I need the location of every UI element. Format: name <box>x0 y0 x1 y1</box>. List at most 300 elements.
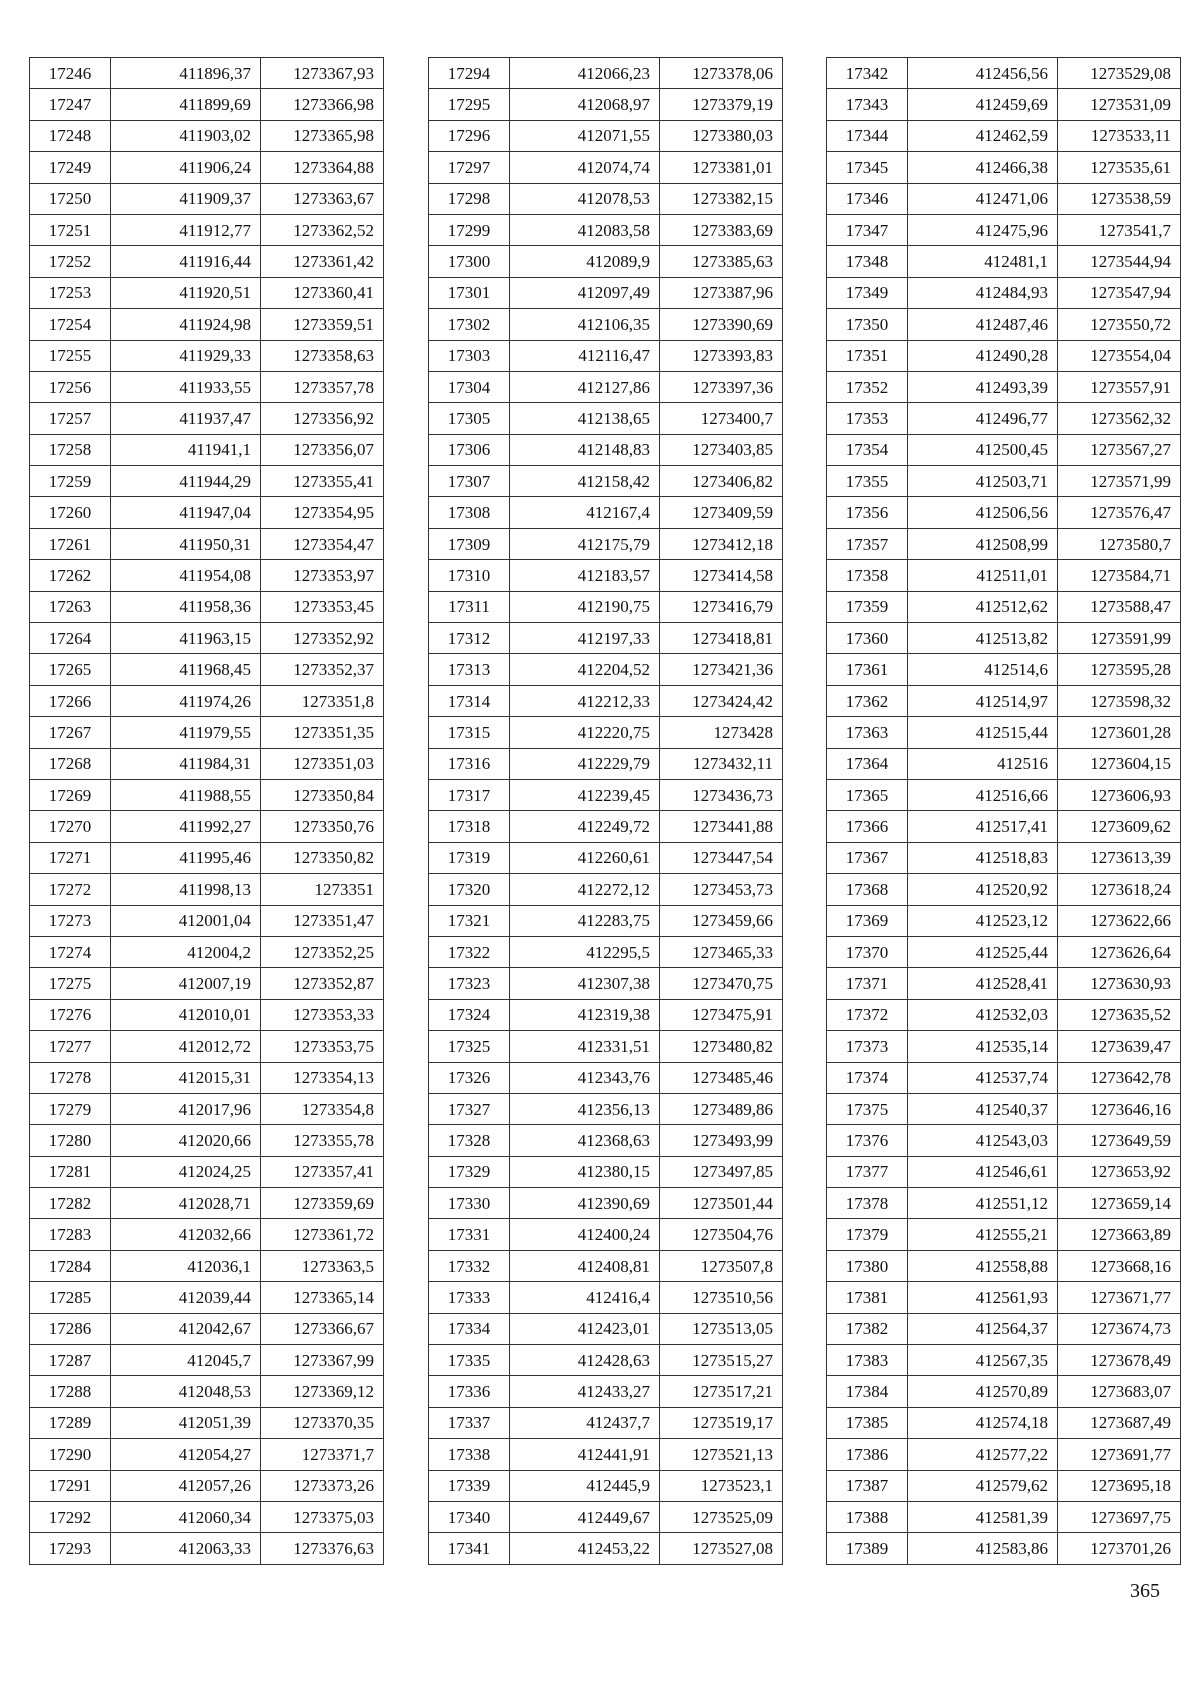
y-coordinate-cell: 1273527,08 <box>660 1533 783 1564</box>
y-coordinate-cell: 1273598,32 <box>1058 685 1181 716</box>
point-id-cell: 17257 <box>30 403 111 434</box>
table-row <box>30 1313 384 1344</box>
table-row <box>429 1156 783 1187</box>
coordinates-table-1 <box>29 57 384 1565</box>
table-row <box>827 717 1181 748</box>
table-row <box>429 1282 783 1313</box>
y-coordinate-cell: 1273515,27 <box>660 1345 783 1376</box>
x-coordinate-cell: 411903,02 <box>111 120 261 151</box>
x-coordinate-cell: 412063,33 <box>111 1533 261 1564</box>
y-coordinate-cell: 1273353,33 <box>261 999 384 1030</box>
y-coordinate-cell: 1273622,66 <box>1058 905 1181 936</box>
x-coordinate-cell: 412456,56 <box>908 58 1058 89</box>
point-id-cell: 17289 <box>30 1407 111 1438</box>
y-coordinate-cell: 1273678,49 <box>1058 1345 1181 1376</box>
point-id-cell: 17315 <box>429 717 510 748</box>
y-coordinate-cell: 1273370,35 <box>261 1407 384 1438</box>
y-coordinate-cell: 1273352,25 <box>261 936 384 967</box>
y-coordinate-cell: 1273554,04 <box>1058 340 1181 371</box>
point-id-cell: 17270 <box>30 811 111 842</box>
table-row <box>429 152 783 183</box>
y-coordinate-cell: 1273485,46 <box>660 1062 783 1093</box>
point-id-cell: 17358 <box>827 560 908 591</box>
y-coordinate-cell: 1273653,92 <box>1058 1156 1181 1187</box>
y-coordinate-cell: 1273367,93 <box>261 58 384 89</box>
table-row <box>429 371 783 402</box>
y-coordinate-cell: 1273351,8 <box>261 685 384 716</box>
table-row <box>429 340 783 371</box>
point-id-cell: 17338 <box>429 1439 510 1470</box>
x-coordinate-cell: 412543,03 <box>908 1125 1058 1156</box>
point-id-cell: 17353 <box>827 403 908 434</box>
y-coordinate-cell: 1273567,27 <box>1058 434 1181 465</box>
y-coordinate-cell: 1273397,36 <box>660 371 783 402</box>
table-row <box>30 1376 384 1407</box>
y-coordinate-cell: 1273519,17 <box>660 1407 783 1438</box>
x-coordinate-cell: 412428,63 <box>510 1345 660 1376</box>
y-coordinate-cell: 1273531,09 <box>1058 89 1181 120</box>
table-row <box>429 779 783 810</box>
x-coordinate-cell: 412012,72 <box>111 1031 261 1062</box>
x-coordinate-cell: 411992,27 <box>111 811 261 842</box>
point-id-cell: 17281 <box>30 1156 111 1187</box>
x-coordinate-cell: 412520,92 <box>908 874 1058 905</box>
point-id-cell: 17356 <box>827 497 908 528</box>
x-coordinate-cell: 412116,47 <box>510 340 660 371</box>
x-coordinate-cell: 412537,74 <box>908 1062 1058 1093</box>
y-coordinate-cell: 1273646,16 <box>1058 1093 1181 1124</box>
x-coordinate-cell: 411974,26 <box>111 685 261 716</box>
y-coordinate-cell: 1273671,77 <box>1058 1282 1181 1313</box>
point-id-cell: 17293 <box>30 1533 111 1564</box>
table-row <box>30 1470 384 1501</box>
x-coordinate-cell: 412190,75 <box>510 591 660 622</box>
x-coordinate-cell: 412511,01 <box>908 560 1058 591</box>
y-coordinate-cell: 1273695,18 <box>1058 1470 1181 1501</box>
x-coordinate-cell: 412272,12 <box>510 874 660 905</box>
x-coordinate-cell: 412579,62 <box>908 1470 1058 1501</box>
x-coordinate-cell: 412183,57 <box>510 560 660 591</box>
y-coordinate-cell: 1273353,97 <box>261 560 384 591</box>
y-coordinate-cell: 1273470,75 <box>660 968 783 999</box>
y-coordinate-cell: 1273365,98 <box>261 120 384 151</box>
point-id-cell: 17341 <box>429 1533 510 1564</box>
x-coordinate-cell: 412466,38 <box>908 152 1058 183</box>
x-coordinate-cell: 412167,4 <box>510 497 660 528</box>
point-id-cell: 17357 <box>827 528 908 559</box>
x-coordinate-cell: 412048,53 <box>111 1376 261 1407</box>
point-id-cell: 17253 <box>30 277 111 308</box>
x-coordinate-cell: 412097,49 <box>510 277 660 308</box>
x-coordinate-cell: 411947,04 <box>111 497 261 528</box>
point-id-cell: 17287 <box>30 1345 111 1376</box>
point-id-cell: 17365 <box>827 779 908 810</box>
point-id-cell: 17261 <box>30 528 111 559</box>
y-coordinate-cell: 1273576,47 <box>1058 497 1181 528</box>
point-id-cell: 17330 <box>429 1188 510 1219</box>
table-row <box>429 434 783 465</box>
table-row <box>429 89 783 120</box>
x-coordinate-cell: 412138,65 <box>510 403 660 434</box>
table-row <box>30 120 384 151</box>
y-coordinate-cell: 1273501,44 <box>660 1188 783 1219</box>
table-row <box>30 654 384 685</box>
x-coordinate-cell: 412408,81 <box>510 1250 660 1281</box>
y-coordinate-cell: 1273453,73 <box>660 874 783 905</box>
point-id-cell: 17277 <box>30 1031 111 1062</box>
point-id-cell: 17318 <box>429 811 510 842</box>
point-id-cell: 17295 <box>429 89 510 120</box>
y-coordinate-cell: 1273606,93 <box>1058 779 1181 810</box>
y-coordinate-cell: 1273414,58 <box>660 560 783 591</box>
y-coordinate-cell: 1273350,82 <box>261 842 384 873</box>
y-coordinate-cell: 1273635,52 <box>1058 999 1181 1030</box>
x-coordinate-cell: 411937,47 <box>111 403 261 434</box>
y-coordinate-cell: 1273352,87 <box>261 968 384 999</box>
table-row <box>429 685 783 716</box>
point-id-cell: 17256 <box>30 371 111 402</box>
point-id-cell: 17329 <box>429 1156 510 1187</box>
x-coordinate-cell: 412001,04 <box>111 905 261 936</box>
table-row <box>827 1093 1181 1124</box>
y-coordinate-cell: 1273441,88 <box>660 811 783 842</box>
y-coordinate-cell: 1273544,94 <box>1058 246 1181 277</box>
x-coordinate-cell: 412400,24 <box>510 1219 660 1250</box>
x-coordinate-cell: 412516,66 <box>908 779 1058 810</box>
x-coordinate-cell: 412528,41 <box>908 968 1058 999</box>
point-id-cell: 17247 <box>30 89 111 120</box>
y-coordinate-cell: 1273359,51 <box>261 309 384 340</box>
table-row <box>30 1250 384 1281</box>
x-coordinate-cell: 412057,26 <box>111 1470 261 1501</box>
y-coordinate-cell: 1273465,33 <box>660 936 783 967</box>
table-row <box>429 591 783 622</box>
point-id-cell: 17299 <box>429 214 510 245</box>
x-coordinate-cell: 412212,33 <box>510 685 660 716</box>
x-coordinate-cell: 412506,56 <box>908 497 1058 528</box>
x-coordinate-cell: 412512,62 <box>908 591 1058 622</box>
y-coordinate-cell: 1273400,7 <box>660 403 783 434</box>
table-row <box>30 434 384 465</box>
x-coordinate-cell: 412518,83 <box>908 842 1058 873</box>
table-row <box>827 1219 1181 1250</box>
table-row <box>429 246 783 277</box>
point-id-cell: 17319 <box>429 842 510 873</box>
x-coordinate-cell: 412433,27 <box>510 1376 660 1407</box>
y-coordinate-cell: 1273375,03 <box>261 1501 384 1532</box>
point-id-cell: 17290 <box>30 1439 111 1470</box>
x-coordinate-cell: 412564,37 <box>908 1313 1058 1344</box>
point-id-cell: 17263 <box>30 591 111 622</box>
point-id-cell: 17355 <box>827 466 908 497</box>
table-row <box>827 89 1181 120</box>
point-id-cell: 17344 <box>827 120 908 151</box>
table-row <box>429 623 783 654</box>
y-coordinate-cell: 1273639,47 <box>1058 1031 1181 1062</box>
point-id-cell: 17359 <box>827 591 908 622</box>
table-row <box>429 1439 783 1470</box>
x-coordinate-cell: 412513,82 <box>908 623 1058 654</box>
table-row <box>30 89 384 120</box>
point-id-cell: 17314 <box>429 685 510 716</box>
y-coordinate-cell: 1273356,92 <box>261 403 384 434</box>
point-id-cell: 17336 <box>429 1376 510 1407</box>
y-coordinate-cell: 1273378,06 <box>660 58 783 89</box>
x-coordinate-cell: 412481,1 <box>908 246 1058 277</box>
table-row <box>429 1062 783 1093</box>
y-coordinate-cell: 1273584,71 <box>1058 560 1181 591</box>
point-id-cell: 17364 <box>827 748 908 779</box>
point-id-cell: 17328 <box>429 1125 510 1156</box>
point-id-cell: 17268 <box>30 748 111 779</box>
table-row <box>30 560 384 591</box>
point-id-cell: 17322 <box>429 936 510 967</box>
point-id-cell: 17385 <box>827 1407 908 1438</box>
point-id-cell: 17342 <box>827 58 908 89</box>
table-row <box>30 968 384 999</box>
x-coordinate-cell: 411979,55 <box>111 717 261 748</box>
x-coordinate-cell: 412015,31 <box>111 1062 261 1093</box>
table-row <box>30 403 384 434</box>
x-coordinate-cell: 412319,38 <box>510 999 660 1030</box>
y-coordinate-cell: 1273361,72 <box>261 1219 384 1250</box>
x-coordinate-cell: 412561,93 <box>908 1282 1058 1313</box>
table-row <box>429 968 783 999</box>
y-coordinate-cell: 1273547,94 <box>1058 277 1181 308</box>
y-coordinate-cell: 1273562,32 <box>1058 403 1181 434</box>
point-id-cell: 17360 <box>827 623 908 654</box>
table-row <box>30 1345 384 1376</box>
y-coordinate-cell: 1273595,28 <box>1058 654 1181 685</box>
y-coordinate-cell: 1273352,37 <box>261 654 384 685</box>
table-row <box>429 1376 783 1407</box>
point-id-cell: 17340 <box>429 1501 510 1532</box>
x-coordinate-cell: 412083,58 <box>510 214 660 245</box>
point-id-cell: 17362 <box>827 685 908 716</box>
y-coordinate-cell: 1273350,76 <box>261 811 384 842</box>
point-id-cell: 17266 <box>30 685 111 716</box>
y-coordinate-cell: 1273428 <box>660 717 783 748</box>
x-coordinate-cell: 412581,39 <box>908 1501 1058 1532</box>
point-id-cell: 17354 <box>827 434 908 465</box>
point-id-cell: 17246 <box>30 58 111 89</box>
x-coordinate-cell: 411941,1 <box>111 434 261 465</box>
table-row <box>429 183 783 214</box>
y-coordinate-cell: 1273356,07 <box>261 434 384 465</box>
table-row <box>30 1501 384 1532</box>
x-coordinate-cell: 412462,59 <box>908 120 1058 151</box>
x-coordinate-cell: 412148,83 <box>510 434 660 465</box>
table-row <box>429 1188 783 1219</box>
y-coordinate-cell: 1273697,75 <box>1058 1501 1181 1532</box>
table-row <box>827 152 1181 183</box>
point-id-cell: 17283 <box>30 1219 111 1250</box>
x-coordinate-cell: 412493,39 <box>908 371 1058 402</box>
x-coordinate-cell: 411929,33 <box>111 340 261 371</box>
table-row <box>429 1313 783 1344</box>
x-coordinate-cell: 412204,52 <box>510 654 660 685</box>
table-row <box>30 1062 384 1093</box>
y-coordinate-cell: 1273674,73 <box>1058 1313 1181 1344</box>
y-coordinate-cell: 1273371,7 <box>261 1439 384 1470</box>
table-row <box>429 874 783 905</box>
table-row <box>827 874 1181 905</box>
point-id-cell: 17269 <box>30 779 111 810</box>
y-coordinate-cell: 1273504,76 <box>660 1219 783 1250</box>
point-id-cell: 17278 <box>30 1062 111 1093</box>
x-coordinate-cell: 412368,63 <box>510 1125 660 1156</box>
y-coordinate-cell: 1273350,84 <box>261 779 384 810</box>
y-coordinate-cell: 1273366,98 <box>261 89 384 120</box>
table-row <box>429 560 783 591</box>
y-coordinate-cell: 1273406,82 <box>660 466 783 497</box>
y-coordinate-cell: 1273357,78 <box>261 371 384 402</box>
x-coordinate-cell: 411984,31 <box>111 748 261 779</box>
y-coordinate-cell: 1273480,82 <box>660 1031 783 1062</box>
y-coordinate-cell: 1273571,99 <box>1058 466 1181 497</box>
y-coordinate-cell: 1273387,96 <box>660 277 783 308</box>
x-coordinate-cell: 412054,27 <box>111 1439 261 1470</box>
table-row <box>827 528 1181 559</box>
x-coordinate-cell: 412020,66 <box>111 1125 261 1156</box>
x-coordinate-cell: 412490,28 <box>908 340 1058 371</box>
y-coordinate-cell: 1273630,93 <box>1058 968 1181 999</box>
point-id-cell: 17334 <box>429 1313 510 1344</box>
x-coordinate-cell: 412028,71 <box>111 1188 261 1219</box>
y-coordinate-cell: 1273369,12 <box>261 1376 384 1407</box>
point-id-cell: 17363 <box>827 717 908 748</box>
y-coordinate-cell: 1273424,42 <box>660 685 783 716</box>
x-coordinate-cell: 412441,91 <box>510 1439 660 1470</box>
x-coordinate-cell: 412078,53 <box>510 183 660 214</box>
x-coordinate-cell: 412567,35 <box>908 1345 1058 1376</box>
x-coordinate-cell: 412283,75 <box>510 905 660 936</box>
point-id-cell: 17308 <box>429 497 510 528</box>
point-id-cell: 17294 <box>429 58 510 89</box>
x-coordinate-cell: 412558,88 <box>908 1250 1058 1281</box>
table-row <box>429 748 783 779</box>
table-row <box>30 623 384 654</box>
x-coordinate-cell: 411950,31 <box>111 528 261 559</box>
table-row <box>429 1219 783 1250</box>
y-coordinate-cell: 1273533,11 <box>1058 120 1181 151</box>
point-id-cell: 17325 <box>429 1031 510 1062</box>
y-coordinate-cell: 1273489,86 <box>660 1093 783 1124</box>
table-row <box>30 685 384 716</box>
table-row <box>827 1533 1181 1564</box>
y-coordinate-cell: 1273510,56 <box>660 1282 783 1313</box>
point-id-cell: 17271 <box>30 842 111 873</box>
x-coordinate-cell: 412523,12 <box>908 905 1058 936</box>
point-id-cell: 17366 <box>827 811 908 842</box>
x-coordinate-cell: 412500,45 <box>908 434 1058 465</box>
table-row <box>30 1219 384 1250</box>
table-row <box>827 1031 1181 1062</box>
table-row <box>30 340 384 371</box>
y-coordinate-cell: 1273351,03 <box>261 748 384 779</box>
table-row <box>30 528 384 559</box>
x-coordinate-cell: 412459,69 <box>908 89 1058 120</box>
x-coordinate-cell: 412307,38 <box>510 968 660 999</box>
y-coordinate-cell: 1273447,54 <box>660 842 783 873</box>
table-row <box>827 779 1181 810</box>
y-coordinate-cell: 1273557,91 <box>1058 371 1181 402</box>
y-coordinate-cell: 1273358,63 <box>261 340 384 371</box>
point-id-cell: 17380 <box>827 1250 908 1281</box>
point-id-cell: 17252 <box>30 246 111 277</box>
table-row <box>30 1407 384 1438</box>
x-coordinate-cell: 412570,89 <box>908 1376 1058 1407</box>
x-coordinate-cell: 412356,13 <box>510 1093 660 1124</box>
x-coordinate-cell: 412060,34 <box>111 1501 261 1532</box>
y-coordinate-cell: 1273385,63 <box>660 246 783 277</box>
table-row <box>827 309 1181 340</box>
x-coordinate-cell: 411933,55 <box>111 371 261 402</box>
x-coordinate-cell: 412515,44 <box>908 717 1058 748</box>
y-coordinate-cell: 1273609,62 <box>1058 811 1181 842</box>
y-coordinate-cell: 1273701,26 <box>1058 1533 1181 1564</box>
x-coordinate-cell: 412535,14 <box>908 1031 1058 1062</box>
x-coordinate-cell: 412068,97 <box>510 89 660 120</box>
y-coordinate-cell: 1273351,47 <box>261 905 384 936</box>
point-id-cell: 17275 <box>30 968 111 999</box>
point-id-cell: 17312 <box>429 623 510 654</box>
table-row <box>429 1093 783 1124</box>
point-id-cell: 17375 <box>827 1093 908 1124</box>
y-coordinate-cell: 1273604,15 <box>1058 748 1181 779</box>
y-coordinate-cell: 1273352,92 <box>261 623 384 654</box>
table-row <box>30 874 384 905</box>
table-row <box>827 968 1181 999</box>
x-coordinate-cell: 411920,51 <box>111 277 261 308</box>
point-id-cell: 17378 <box>827 1188 908 1219</box>
table-row <box>429 717 783 748</box>
table-row <box>827 654 1181 685</box>
point-id-cell: 17260 <box>30 497 111 528</box>
point-id-cell: 17262 <box>30 560 111 591</box>
y-coordinate-cell: 1273366,67 <box>261 1313 384 1344</box>
table-row <box>827 842 1181 873</box>
table-row <box>30 277 384 308</box>
y-coordinate-cell: 1273683,07 <box>1058 1376 1181 1407</box>
point-id-cell: 17302 <box>429 309 510 340</box>
x-coordinate-cell: 412036,1 <box>111 1250 261 1281</box>
point-id-cell: 17368 <box>827 874 908 905</box>
point-id-cell: 17371 <box>827 968 908 999</box>
x-coordinate-cell: 412260,61 <box>510 842 660 873</box>
point-id-cell: 17348 <box>827 246 908 277</box>
point-id-cell: 17345 <box>827 152 908 183</box>
point-id-cell: 17324 <box>429 999 510 1030</box>
point-id-cell: 17288 <box>30 1376 111 1407</box>
table-row <box>429 58 783 89</box>
x-coordinate-cell: 412127,86 <box>510 371 660 402</box>
table-row <box>429 999 783 1030</box>
y-coordinate-cell: 1273436,73 <box>660 779 783 810</box>
table-row <box>827 1125 1181 1156</box>
point-id-cell: 17265 <box>30 654 111 685</box>
x-coordinate-cell: 412045,7 <box>111 1345 261 1376</box>
point-id-cell: 17291 <box>30 1470 111 1501</box>
point-id-cell: 17383 <box>827 1345 908 1376</box>
table-row <box>827 623 1181 654</box>
x-coordinate-cell: 412220,75 <box>510 717 660 748</box>
x-coordinate-cell: 412074,74 <box>510 152 660 183</box>
point-id-cell: 17248 <box>30 120 111 151</box>
y-coordinate-cell: 1273421,36 <box>660 654 783 685</box>
table-row <box>827 1250 1181 1281</box>
point-id-cell: 17313 <box>429 654 510 685</box>
